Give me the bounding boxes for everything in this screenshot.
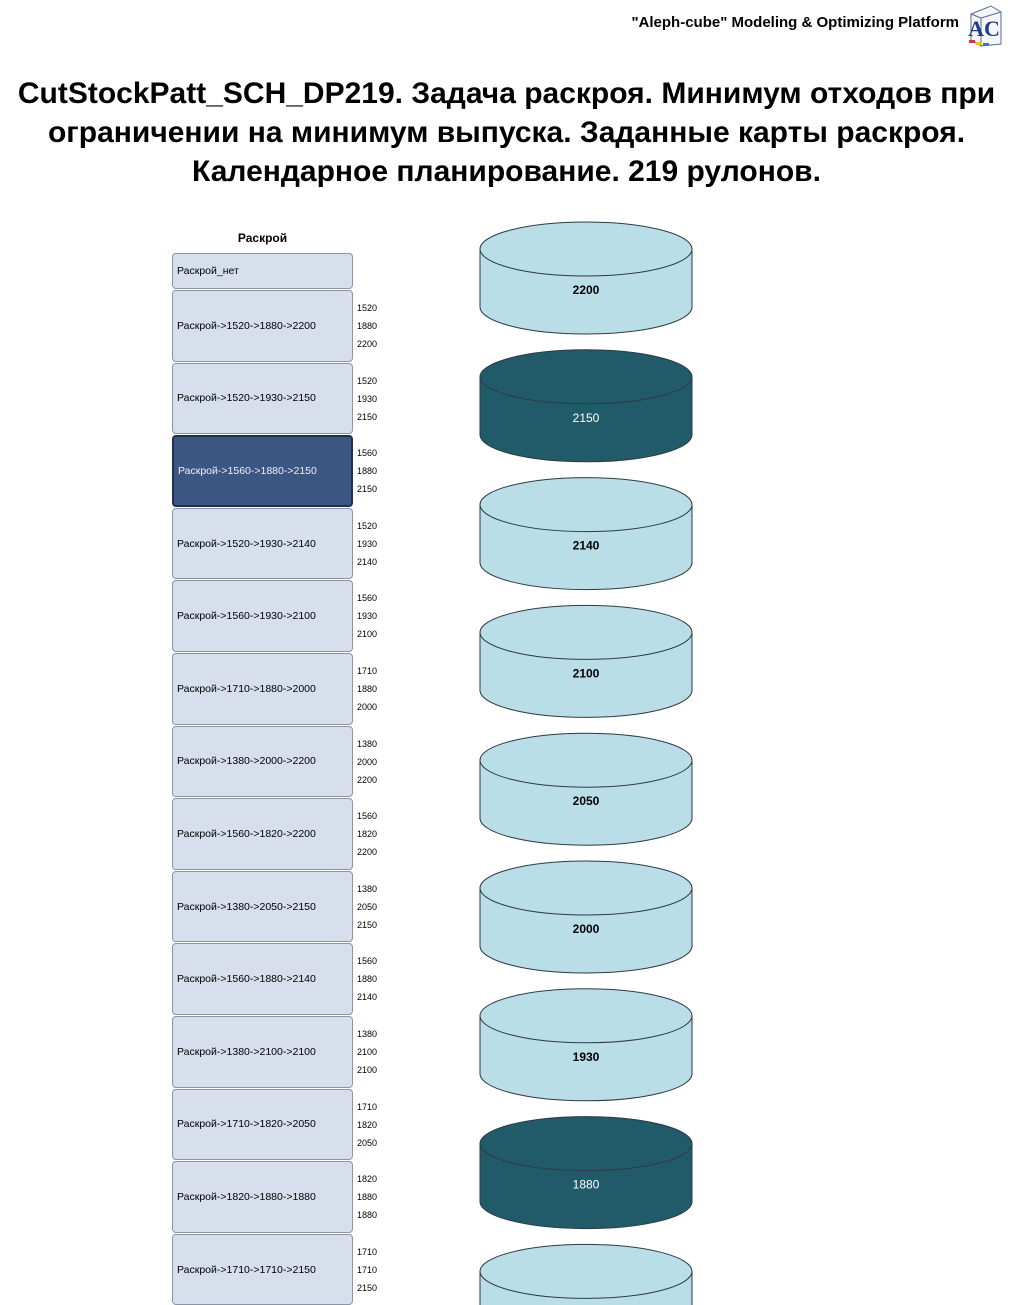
cut-pattern-label: Раскрой->1380->2000->2200 (177, 755, 316, 768)
cut-width-value: 2200 (357, 774, 378, 785)
cut-width-value: 2000 (357, 702, 378, 712)
roll-cylinder[interactable] (480, 861, 692, 973)
roll-label: 2000 (572, 922, 600, 936)
cut-width-value: 1930 (357, 393, 378, 404)
cut-pattern-item[interactable] (172, 290, 353, 362)
cuts-column-header: Раскрой (237, 231, 288, 245)
cut-width-value: 1930 (357, 611, 378, 622)
cut-pattern-item[interactable] (172, 253, 353, 289)
cut-widths (357, 798, 387, 870)
roll-label: 1930 (572, 1049, 600, 1064)
roll-top (480, 222, 692, 276)
cut-pattern-label: Раскрой->1820->1880->1880 (177, 1190, 316, 1203)
cut-width-value: 2200 (357, 339, 378, 349)
cut-width-value: 2150 (357, 919, 378, 930)
cut-width-value: 1710 (357, 1264, 378, 1275)
cut-width-value: 2140 (357, 992, 378, 1003)
roll-cylinder[interactable] (480, 1244, 692, 1305)
cut-width-value: 1880 (357, 321, 378, 331)
cut-widths (357, 1161, 387, 1233)
cut-width-value: 1520 (357, 303, 378, 313)
cut-width-value: 2050 (357, 1137, 378, 1148)
platform-name: "Aleph-cube" Modeling & Optimizing Platform (631, 14, 959, 31)
cut-width-value: 1710 (357, 666, 378, 676)
cut-pattern-label: Раскрой->1520->1880->2200 (177, 319, 316, 332)
cut-width-value: 1560 (357, 593, 378, 604)
cut-pattern-item[interactable] (172, 1161, 353, 1233)
cut-pattern-label: Раскрой->1710->1710->2150 (177, 1263, 316, 1276)
roll-label: 2140 (572, 538, 600, 553)
cut-width-value: 1380 (357, 883, 378, 894)
roll-top (480, 989, 692, 1043)
cut-pattern-item[interactable] (172, 726, 353, 798)
cut-width-value: 2100 (357, 1065, 378, 1075)
cut-pattern-item[interactable] (172, 943, 353, 1015)
cut-width-value: 1880 (357, 1210, 378, 1221)
cut-pattern-item[interactable] (172, 653, 353, 725)
cut-width-value: 1710 (357, 1246, 378, 1257)
cut-widths (357, 508, 387, 580)
cut-pattern-label: Раскрой->1560->1820->2200 (177, 827, 316, 840)
roll-top (480, 350, 692, 404)
roll-label: 2200 (572, 283, 600, 297)
cut-widths (357, 580, 387, 652)
cut-width-value: 1880 (357, 1192, 378, 1203)
cut-widths (357, 1089, 387, 1161)
cut-width-value: 2140 (357, 556, 378, 567)
roll-cylinder[interactable] (480, 1117, 692, 1229)
roll-cylinder[interactable] (480, 733, 692, 845)
roll-cylinder[interactable] (480, 989, 692, 1101)
page-title: CutStockPatt_SCH_DP219. Задача раскроя. Минимум отходов при ограничении на минимум выпуска. Заданные карты раскроя. Календарное планирование. 219 рулонов. (17, 77, 996, 188)
cut-width-value: 2100 (357, 629, 378, 640)
roll-cylinders (478, 0, 696, 1298)
cut-pattern-item[interactable] (172, 871, 353, 943)
cut-pattern-label: Раскрой->1520->1930->2140 (177, 537, 316, 550)
roll-top (480, 1244, 692, 1298)
cut-width-value: 1820 (357, 1174, 378, 1185)
roll-top (480, 478, 692, 532)
cut-width-value: 1380 (357, 1029, 378, 1039)
cut-width-value: 2150 (357, 484, 378, 495)
cut-width-value: 1820 (357, 1119, 378, 1130)
cut-width-value: 2150 (357, 1282, 378, 1293)
cut-width-value: 1520 (357, 520, 378, 531)
roll-label: 2050 (572, 794, 600, 809)
cut-pattern-label: Раскрой->1520->1930->2150 (177, 392, 316, 405)
cut-widths (357, 653, 387, 725)
cut-widths (357, 435, 387, 507)
cut-width-value: 1560 (357, 811, 378, 822)
cut-width-value: 1820 (357, 829, 378, 840)
cut-pattern-item[interactable] (172, 435, 353, 507)
cut-pattern-label: Раскрой->1560->1880->2140 (177, 973, 316, 986)
cut-width-value: 1710 (357, 1101, 378, 1112)
roll-cylinder[interactable] (480, 350, 692, 462)
cut-width-value: 1560 (357, 956, 378, 967)
cut-pattern-label: Раскрой_нет (177, 265, 239, 277)
cut-pattern-item[interactable] (172, 508, 353, 580)
roll-label: 2100 (572, 666, 600, 681)
cut-widths (357, 1016, 387, 1088)
cut-width-value: 2200 (357, 847, 378, 858)
cut-pattern-label: Раскрой->1380->2100->2100 (177, 1045, 316, 1058)
cut-width-value: 2150 (357, 411, 378, 422)
roll-cylinder[interactable] (480, 605, 692, 717)
cut-width-value: 1880 (357, 466, 378, 477)
cut-pattern-item[interactable] (172, 1089, 353, 1161)
cut-pattern-item[interactable] (172, 363, 353, 435)
cut-pattern-label: Раскрой->1380->2050->2150 (177, 900, 316, 913)
cut-pattern-item[interactable] (172, 580, 353, 652)
cut-width-value: 2050 (357, 901, 378, 912)
cut-widths (357, 943, 387, 1015)
cut-pattern-item[interactable] (172, 1234, 353, 1305)
logo-lettering: AC (968, 16, 1000, 41)
cut-width-value: 1520 (357, 375, 378, 386)
cut-pattern-label: Раскрой->1560->1930->2100 (177, 610, 316, 623)
cut-pattern-item[interactable] (172, 1016, 353, 1088)
cut-width-value: 2100 (357, 1047, 378, 1057)
cut-pattern-label: Раскрой->1560->1880->2150 (178, 464, 317, 477)
roll-stack (478, 0, 696, 1298)
roll-top (480, 1117, 692, 1171)
roll-cylinder[interactable] (480, 222, 692, 334)
cut-widths (357, 363, 387, 435)
cut-pattern-list (0, 0, 400, 1298)
cut-width-value: 1380 (357, 738, 378, 749)
cut-width-value: 1880 (357, 684, 378, 694)
cut-width-value: 1930 (357, 538, 378, 549)
cut-widths (357, 871, 387, 943)
cut-width-value: 1880 (357, 974, 378, 985)
roll-top (480, 861, 692, 915)
cut-pattern-label: Раскрой->1710->1820->2050 (177, 1118, 316, 1131)
cut-widths (357, 1234, 387, 1305)
cut-width-value: 1560 (357, 448, 378, 459)
roll-cylinder[interactable] (480, 478, 692, 590)
roll-top (480, 605, 692, 659)
aleph-cube-logo (965, 4, 1005, 48)
roll-top (480, 733, 692, 787)
cut-widths (357, 290, 387, 362)
cut-width-value: 2000 (357, 756, 378, 767)
cut-pattern-label: Раскрой->1710->1880->2000 (177, 682, 316, 695)
roll-label: 2150 (572, 410, 600, 425)
roll-label: 1880 (572, 1177, 600, 1192)
cut-pattern-item[interactable] (172, 798, 353, 870)
cut-widths (357, 726, 387, 798)
